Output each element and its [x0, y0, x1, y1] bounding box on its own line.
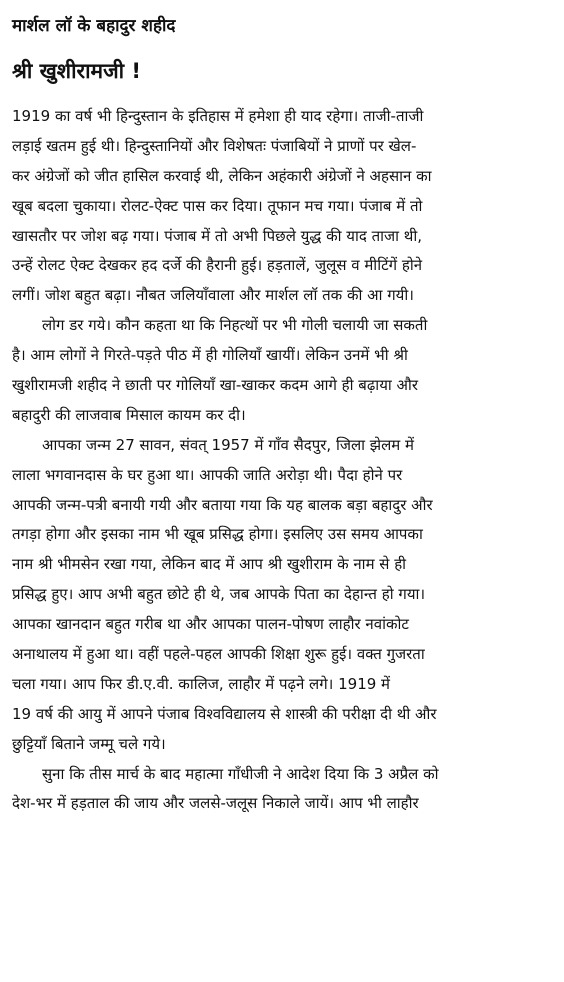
text-line: खूब बदला चुकाया। रोलट-ऐक्ट पास कर दिया। तूफान मच गया। पंजाब में तो: [12, 196, 423, 215]
text-line: उन्हें रोलट ऐक्ट देखकर हद दर्जे की हैरानी हुई। हड़तालें, जुलूस व मीटिंगें होने: [12, 256, 423, 275]
text-line: चला गया। आप फिर डी.ए.वी. कालिज, लाहौर में पढ़ने लगे। 1919 में: [12, 674, 391, 693]
text-line: 1919 का वर्ष भी हिन्दुस्तान के इतिहास में हमेशा ही याद रहेगा। ताजी-ताजी: [12, 107, 424, 125]
text-line: छुट्टियाँ बिताने जम्मू चले गये।: [12, 734, 166, 753]
text-line: आपका जन्म 27 सावन, संवत् 1957 में गाँव सैदपुर, जिला झेलम में: [42, 435, 415, 454]
chapter-heading: मार्शल लॉ के बहादुर शहीद: [12, 16, 176, 36]
text-line: आपका खानदान बहुत गरीब था और आपका पालन-पोषण लाहौर नवांकोट: [12, 615, 409, 634]
text-line: लड़ाई खतम हुई थी। हिन्दुस्तानियों और विशेषतः पंजाबियों ने प्राणों पर खेल-: [12, 136, 417, 155]
text-line: देश-भर में हड़ताल की जाय और जलसे-जलूस निकाले जायें। आप भी लाहौर: [12, 794, 419, 813]
text-line: नाम श्री भीमसेन रखा गया, लेकिन बाद में आप श्री खुशीराम के नाम से ही: [12, 555, 407, 574]
text-line: बहादुरी की लाजवाब मिसाल कायम कर दी।: [12, 405, 246, 424]
martyr-title: श्री खुशीरामजी !: [12, 59, 142, 83]
text-line: अनाथालय में हुआ था। वहीं पहले-पहल आपकी शिक्षा शुरू हुई। वक्त गुजरता: [12, 645, 425, 664]
text-line: खुशीरामजी शहीद ने छाती पर गोलियाँ खा-खाकर कदम आगे ही बढ़ाया और: [12, 376, 419, 395]
text-line: है। आम लोगों ने गिरते-पड़ते पीठ में ही गोलियाँ खायीं। लेकिन उनमें भी श्री: [12, 346, 408, 365]
text-line: खासतौर पर जोश बढ़ गया। पंजाब में तो अभी पिछले युद्ध की याद ताजा थी,: [12, 226, 423, 245]
text-line: लोग डर गये। कौन कहता था कि निहत्थों पर भी गोली चलायी जा सकती: [42, 316, 428, 335]
text-line: 19 वर्ष की आयु में आपने पंजाब विश्वविद्यालय से शास्त्री की परीक्षा दी थी और: [12, 704, 437, 723]
text-line: आपकी जन्म-पत्री बनायी गयी और बताया गया कि यह बालक बड़ा बहादुर और: [12, 495, 433, 514]
text-line: सुना कि तीस मार्च के बाद महात्मा गाँधीजी ने आदेश दिया कि 3 अप्रैल को: [42, 764, 439, 783]
text-line: लगीं। जोश बहुत बढ़ा। नौबत जलियाँवाला और मार्शल लॉ तक की आ गयी।: [12, 286, 414, 305]
text-line: तगड़ा होगा और इसका नाम भी खूब प्रसिद्ध होगा। इसलिए उस समय आपका: [12, 525, 423, 544]
body-text: [12, 102, 540, 819]
text-line: लाला भगवानदास के घर हुआ था। आपकी जाति अरोड़ा थी। पैदा होने पर: [12, 465, 403, 484]
text-line: कर अंग्रेजों को जीत हासिल करवाई थी, लेकिन अहंकारी अंग्रेजों ने अहसान का: [12, 166, 432, 185]
text-line: प्रसिद्ध हुए। आप अभी बहुत छोटे ही थे, जब आपके पिता का देहान्त हो गया।: [12, 585, 426, 604]
